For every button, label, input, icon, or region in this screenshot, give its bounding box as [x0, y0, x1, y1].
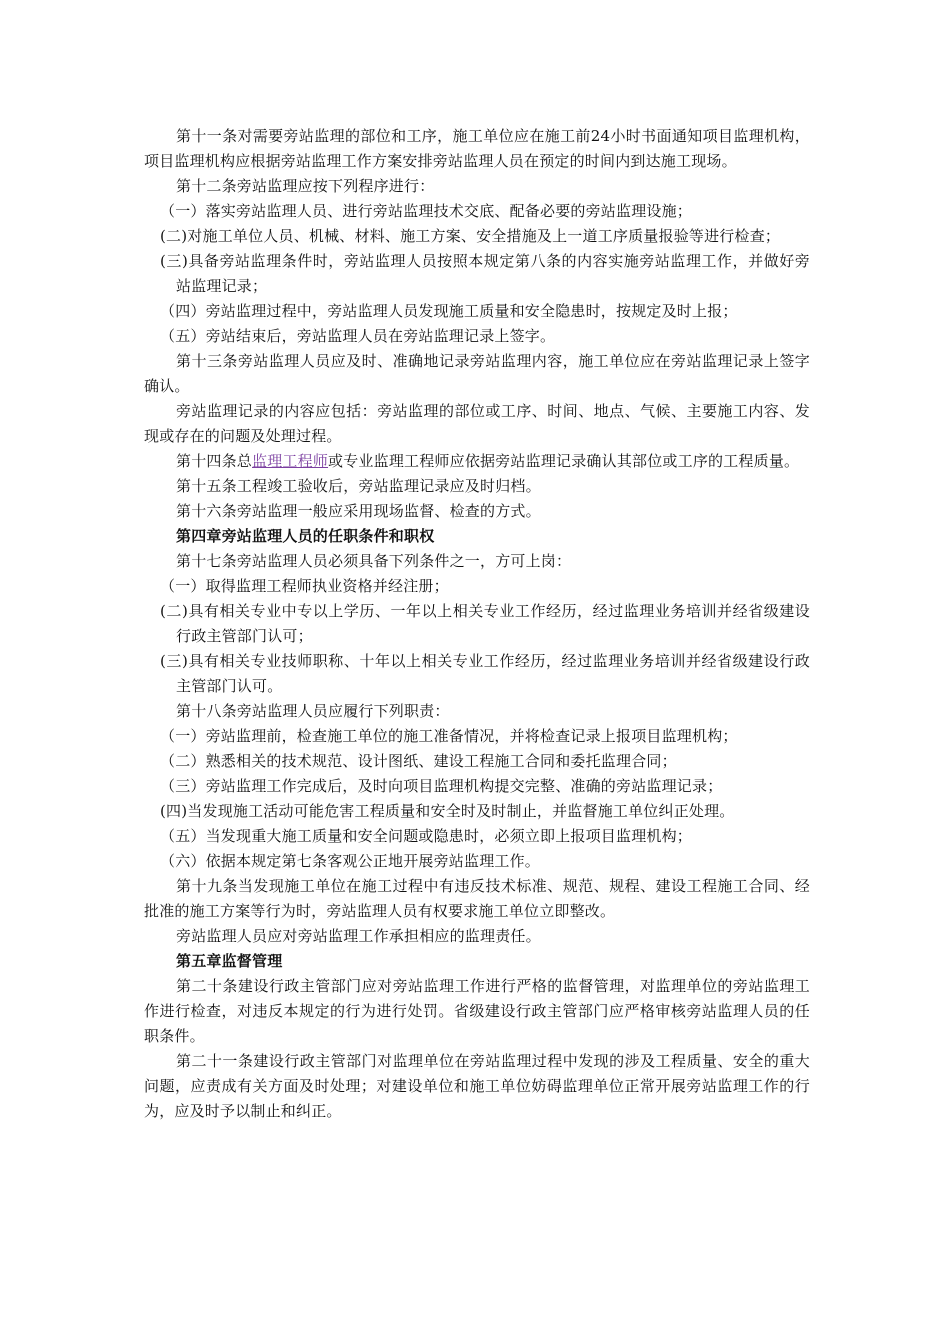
article-14-suffix: 或专业监理工程师应依据旁站监理记录确认其部位或工序的工程质量。 [328, 452, 800, 470]
article-21: 第二十一条建设行政主管部门对监理单位在旁站监理过程中发现的涉及工程质量、安全的重大问题，应责成有关方面及时处理；对建设单位和施工单位妨碍监理单位正常开展旁站监理工作的行为，应及时予以制止和纠正。 [144, 1052, 810, 1120]
article-18-item-5: （五）当发现重大施工质量和安全问题或隐患时，必须立即上报项目监理机构； [160, 827, 693, 845]
article-17-item-2: (二)具有相关专业中专以上学历、一年以上相关专业工作经历，经过监理业务培训并经省级建设行政主管部门认可； [160, 602, 810, 645]
article-15: 第十五条工程竣工验收后，旁站监理记录应及时归档。 [176, 477, 541, 495]
article-13-record-content: 旁站监理记录的内容应包括：旁站监理的部位或工序、时间、地点、气候、主要施工内容、发现或存在的问题及处理过程。 [144, 402, 810, 445]
article-12: 第十二条旁站监理应按下列程序进行： [176, 177, 435, 195]
article-12-item-4: （四）旁站监理过程中，旁站监理人员发现施工质量和安全隐患时，按规定及时上报； [160, 302, 738, 320]
article-18-item-3: （三）旁站监理工作完成后，及时向项目监理机构提交完整、准确的旁站监理记录； [160, 777, 723, 795]
article-20: 第二十条建设行政主管部门应对旁站监理工作进行严格的监督管理，对监理单位的旁站监理工作进行检查，对违反本规定的行为进行处罚。省级建设行政主管部门应严格审核旁站监理人员的任职条件。 [144, 977, 810, 1045]
article-13: 第十三条旁站监理人员应及时、准确地记录旁站监理内容，施工单位应在旁站监理记录上签字确认。 [144, 352, 810, 395]
article-12-item-5: （五）旁站结束后，旁站监理人员在旁站监理记录上签字。 [160, 327, 556, 345]
article-12-item-2: (二)对施工单位人员、机械、材料、施工方案、安全措施及上一道工序质量报验等进行检查； [160, 227, 781, 245]
article-14-prefix: 第十四条总 [176, 452, 253, 470]
article-18: 第十八条旁站监理人员应履行下列职责： [176, 702, 450, 720]
article-12-item-3: (三)具备旁站监理条件时，旁站监理人员按照本规定第八条的内容实施旁站监理工作，并做好旁站监理记录； [160, 252, 810, 295]
article-19-responsibility: 旁站监理人员应对旁站监理工作承担相应的监理责任。 [176, 927, 541, 945]
article-17-item-1: （一）取得监理工程师执业资格并经注册； [160, 577, 449, 595]
article-18-item-2: （二）熟悉相关的技术规范、设计图纸、建设工程施工合同和委托监理合同； [160, 752, 677, 770]
article-18-item-1: （一）旁站监理前，检查施工单位的施工准备情况，并将检查记录上报项目监理机构； [160, 727, 738, 745]
article-17: 第十七条旁站监理人员必须具备下列条件之一，方可上岗： [176, 552, 572, 570]
chapter-4-heading: 第四章旁站监理人员的任职条件和职权 [176, 527, 435, 545]
chapter-5-heading: 第五章监督管理 [176, 952, 283, 970]
article-18-item-6: （六）依据本规定第七条客观公正地开展旁站监理工作。 [160, 852, 541, 870]
supervising-engineer-link[interactable]: 监理工程师 [252, 452, 329, 470]
article-16: 第十六条旁站监理一般应采用现场监督、检查的方式。 [176, 502, 541, 520]
article-11: 第十一条对需要旁站监理的部位和工序，施工单位应在施工前24小时书面通知项目监理机构，项目监理机构应根据旁站监理工作方案安排旁站监理人员在预定的时间内到达施工现场。 [144, 127, 810, 170]
article-18-item-4: (四)当发现施工活动可能危害工程质量和安全时及时制止，并监督施工单位纠正处理。 [160, 802, 735, 820]
article-19: 第十九条当发现施工单位在施工过程中有违反技术标准、规范、规程、建设工程施工合同、经批准的施工方案等行为时，旁站监理人员有权要求施工单位立即整改。 [144, 877, 810, 920]
document-body [144, 124, 810, 1124]
article-12-item-1: （一）落实旁站监理人员、进行旁站监理技术交底、配备必要的旁站监理设施； [160, 202, 693, 220]
article-17-item-3: (三)具有相关专业技师职称、十年以上相关专业工作经历，经过监理业务培训并经省级建设行政主管部门认可。 [160, 652, 810, 695]
article-14 [144, 449, 810, 474]
